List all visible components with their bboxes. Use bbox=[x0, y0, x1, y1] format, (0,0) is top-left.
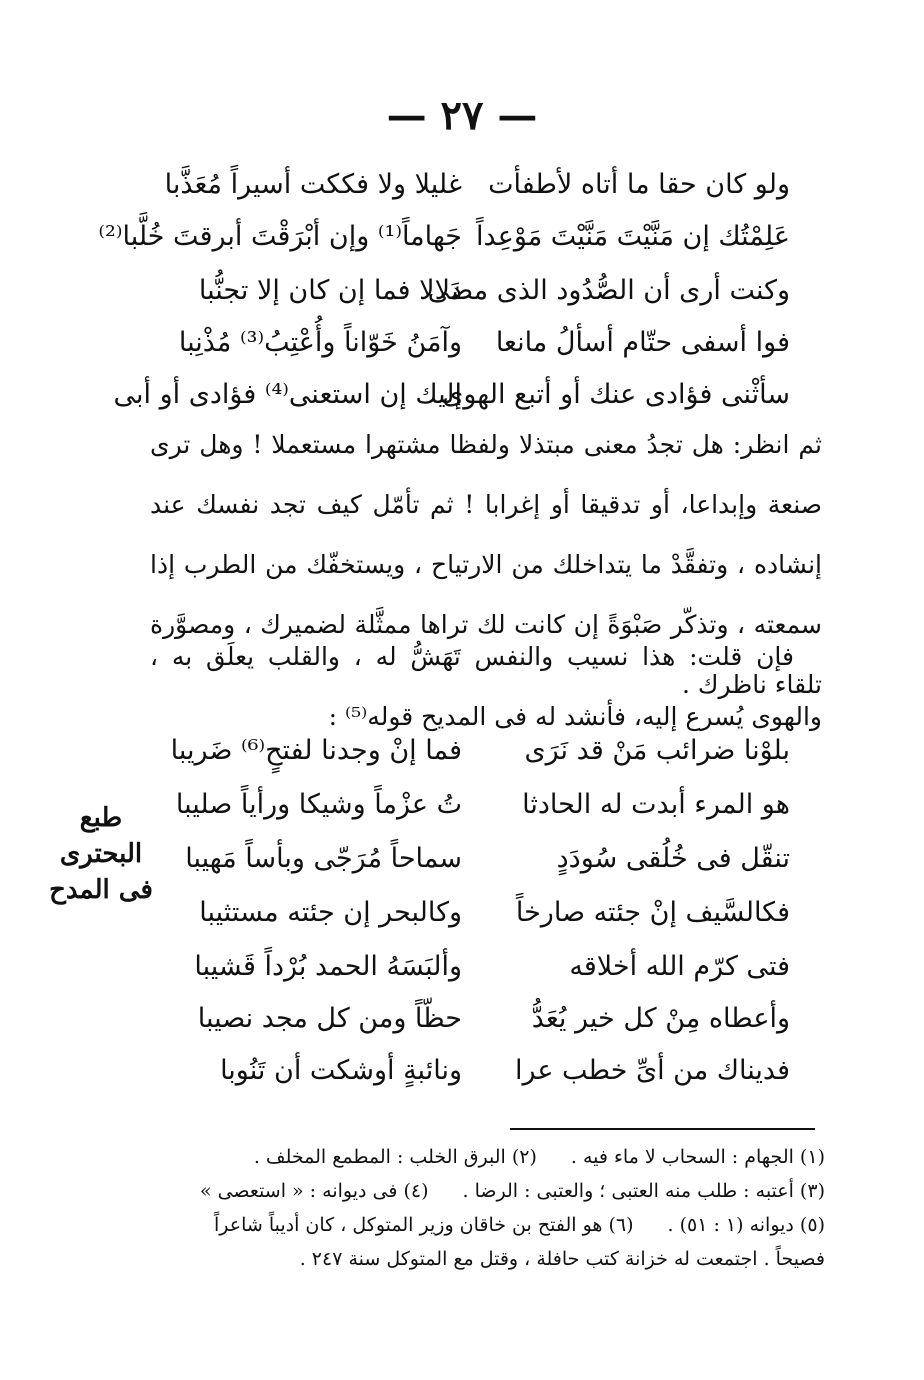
margin-note-line: طبع bbox=[79, 803, 123, 833]
first-hemistich: عَلِمْتُك إن مَنَّيْتَ مَنَّيْتَ مَوْعِداً bbox=[476, 221, 790, 252]
second-hemistich: دَلالا فما إن كان إلا تجنُّبا bbox=[198, 275, 462, 306]
verse-line bbox=[98, 208, 790, 266]
verse-line bbox=[150, 156, 790, 214]
second-hemistich: حظّاً ومن كل مجد نصيبا bbox=[197, 1003, 462, 1034]
second-hemistich: فما إنْ وجدنا لفتحٍ⁽⁶⁾ ضَريبا bbox=[170, 735, 462, 766]
second-hemistich: وآمَنُ خَوّاناً وأُعْتِبُ⁽³⁾ مُذْنِبا bbox=[178, 327, 462, 358]
first-hemistich: بلوْنا ضرائب مَنْ قد نَرَى bbox=[524, 735, 790, 766]
first-hemistich: هو المرء أبدت له الحادثا bbox=[522, 789, 790, 820]
margin-note-line: فى المدح bbox=[49, 875, 153, 905]
second-hemistich: تُ عزْماً وشيكا ورأياً صليبا bbox=[175, 789, 462, 820]
first-hemistich: وكنت أرى أن الصُّدُود الذى مضى bbox=[427, 275, 790, 306]
verse-line bbox=[150, 776, 790, 834]
footnote-line bbox=[150, 1140, 825, 1174]
footnote: (١) الجهام : السحاب لا ماء فيه . bbox=[570, 1146, 825, 1168]
footnote-line bbox=[150, 1242, 825, 1276]
first-hemistich: فكالسَّيف إنْ جئته صارخاً bbox=[515, 897, 790, 928]
first-hemistich: فديناك من أىِّ خطب عرا bbox=[514, 1055, 790, 1086]
verse-line bbox=[150, 884, 790, 942]
first-hemistich: تنقّل فى خُلُقى سُودَدٍ bbox=[556, 843, 790, 874]
footnote: (٢) البرق الخلب : المطمع المخلف . bbox=[253, 1146, 537, 1168]
margin-note-line: البحترى bbox=[59, 839, 143, 869]
second-hemistich: غليلا ولا فككت أسيراً مُعَذَّبا bbox=[164, 169, 462, 200]
second-hemistich: سماحاً مُرَجّى وبأساً مَهيبا bbox=[185, 843, 462, 874]
margin-note bbox=[46, 800, 156, 908]
first-hemistich: فوا أسفى حتّام أسألُ مانعا bbox=[495, 327, 790, 358]
footnote-line bbox=[150, 1208, 825, 1242]
second-hemistich: وكالبحر إن جئته مستثيبا bbox=[199, 897, 462, 928]
first-hemistich: سأثْنى فؤادى عنك أو أتبع الهوى bbox=[442, 379, 790, 410]
first-hemistich: فتى كرّم الله أخلاقه bbox=[569, 951, 790, 982]
footnote-line bbox=[150, 1174, 825, 1208]
page-number: — ٢٧ — bbox=[386, 92, 538, 139]
footnote: (٤) فى ديوانه : « استعصى » bbox=[199, 1180, 429, 1202]
prose-paragraph-1: ثم انظر: هل تجدُ معنى مبتذلا ولفظا مشتهرا مستعملا ! وهل ترى صنعة وإبداعا، أو تدقيقا أو إغرابا ! ثم تأمّل كيف تجد نفسك عند إنشاده ، وتفقَّدْ ما يتداخلك من الارتياح ، ويستخفّك من الطرب إذا سمعته ، وتذكّر صَبْوَةً إن كانت لك تراها ممثَّلة لضميرك ، ومصوَّرة تلقاء ناظرك . bbox=[150, 430, 822, 699]
second-hemistich: ونائبةٍ أوشكت أن تَنُوبا bbox=[220, 1055, 462, 1086]
verse-line bbox=[150, 1042, 790, 1100]
prose-text: فإن قلت: هذا نسيب والنفس تَهَشُّ له ، والقلب يعلَق به ، والهوى يُسرع إليه، فأنشد له فى المديح قوله⁽⁵⁾ : bbox=[150, 642, 822, 731]
footnote: (٦) هو الفتح بن خاقان وزير المتوكل ، كان أديباً شاعراً bbox=[213, 1214, 634, 1236]
footnotes bbox=[150, 1140, 825, 1276]
first-hemistich: وأعطاه مِنْ كل خير يُعَدُّ bbox=[531, 1003, 790, 1034]
second-hemistich: إليك إن استعنى⁽⁴⁾ فؤادى أو أبى bbox=[113, 379, 462, 410]
second-hemistich: جَهاماً⁽¹⁾ وإن أبْرَقْتَ أبرقتَ خُلَّبا⁽²⁾ bbox=[98, 221, 462, 252]
verse-line bbox=[150, 990, 790, 1048]
footnote: (٣) أعتبه : طلب منه العتبى ؛ والعتبى : الرضا . bbox=[462, 1180, 825, 1202]
footnote-divider bbox=[510, 1128, 815, 1130]
verse-line bbox=[150, 830, 790, 888]
footnote: فصيحاً . اجتمعت له خزانة كتب حافلة ، وقتل مع المتوكل سنة ٢٤٧ . bbox=[299, 1248, 825, 1270]
verse-line bbox=[150, 314, 790, 372]
second-hemistich: وألبَسَهُ الحمد بُرْداً قَشيبا bbox=[194, 951, 462, 982]
verse-line bbox=[150, 722, 790, 780]
verse-line bbox=[150, 938, 790, 996]
first-hemistich: ولو كان حقا ما أتاه لأطفأت bbox=[488, 169, 790, 200]
footnote: (٥) ديوانه (١ : ٥١) . bbox=[667, 1214, 825, 1236]
verse-line bbox=[150, 262, 790, 320]
